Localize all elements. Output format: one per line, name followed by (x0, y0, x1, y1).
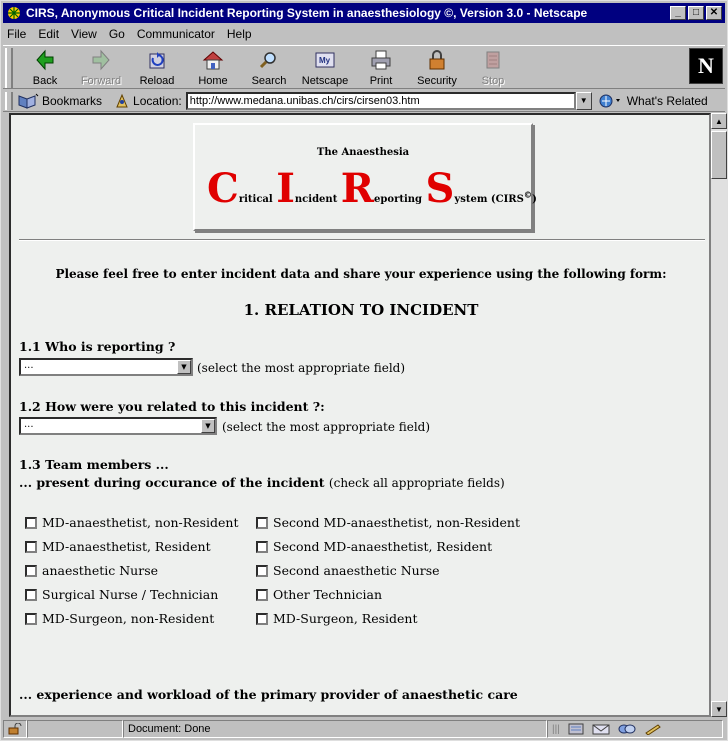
q2-hint: (select the most appropriate field) (222, 420, 431, 434)
team-checkbox[interactable] (25, 517, 37, 529)
team-checkbox-row[interactable] (256, 539, 492, 554)
minimize-icon: _ (675, 7, 681, 18)
menu-edit[interactable]: Edit (38, 27, 60, 41)
team-checkbox[interactable] (25, 541, 37, 553)
team-checkbox-row[interactable] (256, 587, 382, 602)
scroll-up-button[interactable] (711, 113, 727, 129)
location-bar-grip[interactable] (5, 92, 13, 110)
close-icon: ✕ (709, 7, 719, 18)
lock-icon (425, 48, 449, 72)
experience-label: ... experience and workload of the primary provider of anaesthetic care (19, 687, 518, 702)
forward-button[interactable]: Forward (73, 46, 129, 88)
maximize-button[interactable] (688, 6, 704, 20)
logo-text-close: ) (532, 194, 537, 205)
team-checkbox-row[interactable] (25, 587, 218, 602)
team-checkbox[interactable] (256, 517, 268, 529)
unlocked-icon (8, 723, 22, 735)
menu-help[interactable]: Help (226, 27, 252, 41)
composer-icon[interactable] (644, 723, 662, 735)
netscape-my-icon (313, 48, 337, 72)
team-checkbox[interactable] (25, 565, 37, 577)
url-history-dropdown[interactable] (576, 92, 592, 110)
location-bar (3, 90, 725, 112)
search-icon (257, 48, 281, 72)
q3-label: 1.3 Team members ... (19, 457, 169, 472)
cirs-banner (193, 123, 537, 231)
logo-letter-c: C (207, 165, 239, 212)
q2-label: 1.2 How were you related to this incident ?: (19, 399, 325, 414)
toolbar-grip[interactable] (5, 48, 13, 88)
chevron-down-icon[interactable]: ▼ (177, 360, 191, 374)
print-button[interactable]: Print (353, 46, 409, 88)
back-button[interactable]: Back (17, 46, 73, 88)
team-option-label: Surgical Nurse / Technician (42, 587, 219, 602)
progress-panel (27, 720, 123, 738)
team-checkbox-row[interactable] (25, 563, 158, 578)
home-button[interactable]: Home (185, 46, 241, 88)
team-checkbox[interactable] (25, 589, 37, 601)
intro-text: Please feel free to enter incident data and share your experience using the following form: (55, 267, 667, 281)
q1-label: 1.1 Who is reporting ? (19, 339, 176, 354)
logo-text-critical: ritical (238, 194, 277, 205)
status-text-panel (123, 720, 547, 738)
reload-button[interactable]: Reload (129, 46, 185, 88)
bookmarks-icon (17, 93, 39, 109)
scroll-down-button[interactable] (711, 701, 727, 717)
stop-button[interactable]: Stop (465, 46, 521, 88)
team-checkbox-row[interactable] (256, 563, 440, 578)
logo-letter-r: R (340, 165, 375, 212)
q3-hint: (check all appropriate fields) (328, 476, 505, 490)
team-option-label: MD-Surgeon, non-Resident (42, 611, 215, 626)
printer-icon (369, 48, 393, 72)
netscape-logo[interactable] (689, 48, 723, 84)
menu-file[interactable]: File (7, 27, 27, 41)
section-title: 1. RELATION TO INCIDENT (243, 301, 479, 319)
team-checkbox[interactable] (256, 589, 268, 601)
logo-text-system: ystem (CIRS (454, 194, 524, 205)
mail-icon[interactable] (592, 723, 610, 735)
team-checkbox[interactable] (25, 613, 37, 625)
team-option-label: Second MD-anaesthetist, Resident (273, 539, 493, 554)
title-bar[interactable] (3, 3, 725, 23)
stop-icon (481, 48, 505, 72)
banner-subtitle: The Anaesthesia (316, 147, 410, 158)
team-checkbox-row[interactable] (256, 515, 520, 530)
url-text: http://www.medana.unibas.ch/cirs/cirsen03.htm (189, 94, 420, 107)
menu-view[interactable]: View (71, 27, 97, 41)
who-is-reporting-value: ... (24, 360, 34, 371)
logo-letter-s: S (425, 165, 455, 212)
team-option-label: MD-anaesthetist, non-Resident (42, 515, 239, 530)
arrow-down-icon: ▼ (715, 704, 723, 714)
location-label: Location: (133, 93, 182, 108)
arrow-up-icon: ▲ (715, 116, 723, 126)
team-checkbox-row[interactable] (25, 611, 214, 626)
home-icon (201, 48, 225, 72)
svg-text:My: My (319, 56, 331, 65)
maximize-icon: □ (692, 7, 700, 18)
bookmarks-button[interactable] (17, 93, 102, 109)
chevron-down-icon[interactable]: ▼ (201, 419, 215, 433)
relation-to-incident-select[interactable] (19, 417, 217, 435)
logo-letter-i: I (276, 165, 295, 212)
team-checkbox[interactable] (256, 613, 268, 625)
whats-related-button[interactable] (598, 93, 708, 109)
minimize-button[interactable] (670, 6, 686, 20)
q3-sub-label (19, 475, 505, 490)
location-icon (114, 93, 130, 109)
back-arrow-icon (33, 48, 57, 72)
whats-related-label: What's Related (626, 93, 708, 108)
team-option-label: Second anaesthetic Nurse (273, 563, 440, 578)
team-option-label: MD-Surgeon, Resident (273, 611, 418, 626)
reload-icon (145, 48, 169, 72)
logo-text-reporting: eporting (374, 194, 426, 205)
window-title: CIRS, Anonymous Critical Incident Reporting System in anaesthesiology ©, Version 3.0 - Netscape (26, 6, 588, 20)
scroll-thumb[interactable] (711, 131, 727, 179)
forward-arrow-icon (89, 48, 113, 72)
location-label-group (114, 93, 182, 109)
url-input[interactable] (186, 92, 576, 110)
logo-text-incident: ncident (294, 194, 341, 205)
team-option-label: MD-anaesthetist, Resident (42, 539, 211, 554)
navigation-toolbar (3, 45, 725, 89)
relation-to-incident-value: ... (24, 419, 34, 430)
menu-go[interactable]: Go (108, 27, 125, 41)
team-checkbox-row[interactable] (25, 539, 211, 554)
bookmarks-label: Bookmarks (42, 93, 103, 108)
q1-hint: (select the most appropriate field) (197, 361, 406, 375)
whats-related-icon (598, 93, 624, 109)
chevron-down-icon: ▼ (579, 96, 588, 105)
team-option-label: Other Technician (273, 587, 383, 602)
security-status[interactable] (3, 720, 27, 738)
search-button[interactable]: Search (241, 46, 297, 88)
menu-communicator[interactable]: Communicator (136, 27, 215, 41)
copyright-mark: © (523, 189, 533, 200)
cirs-logo (207, 165, 537, 212)
navigator-icon[interactable] (568, 723, 584, 735)
team-option-label: Second MD-anaesthetist, non-Resident (273, 515, 520, 530)
team-option-label: anaesthetic Nurse (42, 563, 159, 578)
team-checkbox[interactable] (256, 541, 268, 553)
component-bar (547, 720, 723, 738)
page-content (9, 113, 711, 717)
netscape-app-icon (6, 5, 22, 21)
security-button[interactable]: Security (409, 46, 465, 88)
discussion-icon[interactable] (618, 723, 636, 735)
who-is-reporting-select[interactable] (19, 358, 193, 376)
vertical-scrollbar[interactable] (711, 113, 727, 717)
team-checkbox-row[interactable] (25, 515, 238, 530)
close-button[interactable] (706, 6, 722, 20)
menu-bar (3, 25, 725, 43)
status-bar (3, 719, 725, 739)
netscape-button[interactable]: My Netscape (297, 46, 353, 88)
team-checkbox[interactable] (256, 565, 268, 577)
q3-sub-text: ... present during occurance of the incident (19, 475, 325, 490)
netscape-logo-letter: N (698, 53, 714, 78)
horizontal-rule (19, 239, 705, 241)
team-checkbox-row[interactable] (256, 611, 417, 626)
status-text: Document: Done (128, 723, 211, 735)
grip-icon: ||| (552, 723, 560, 735)
